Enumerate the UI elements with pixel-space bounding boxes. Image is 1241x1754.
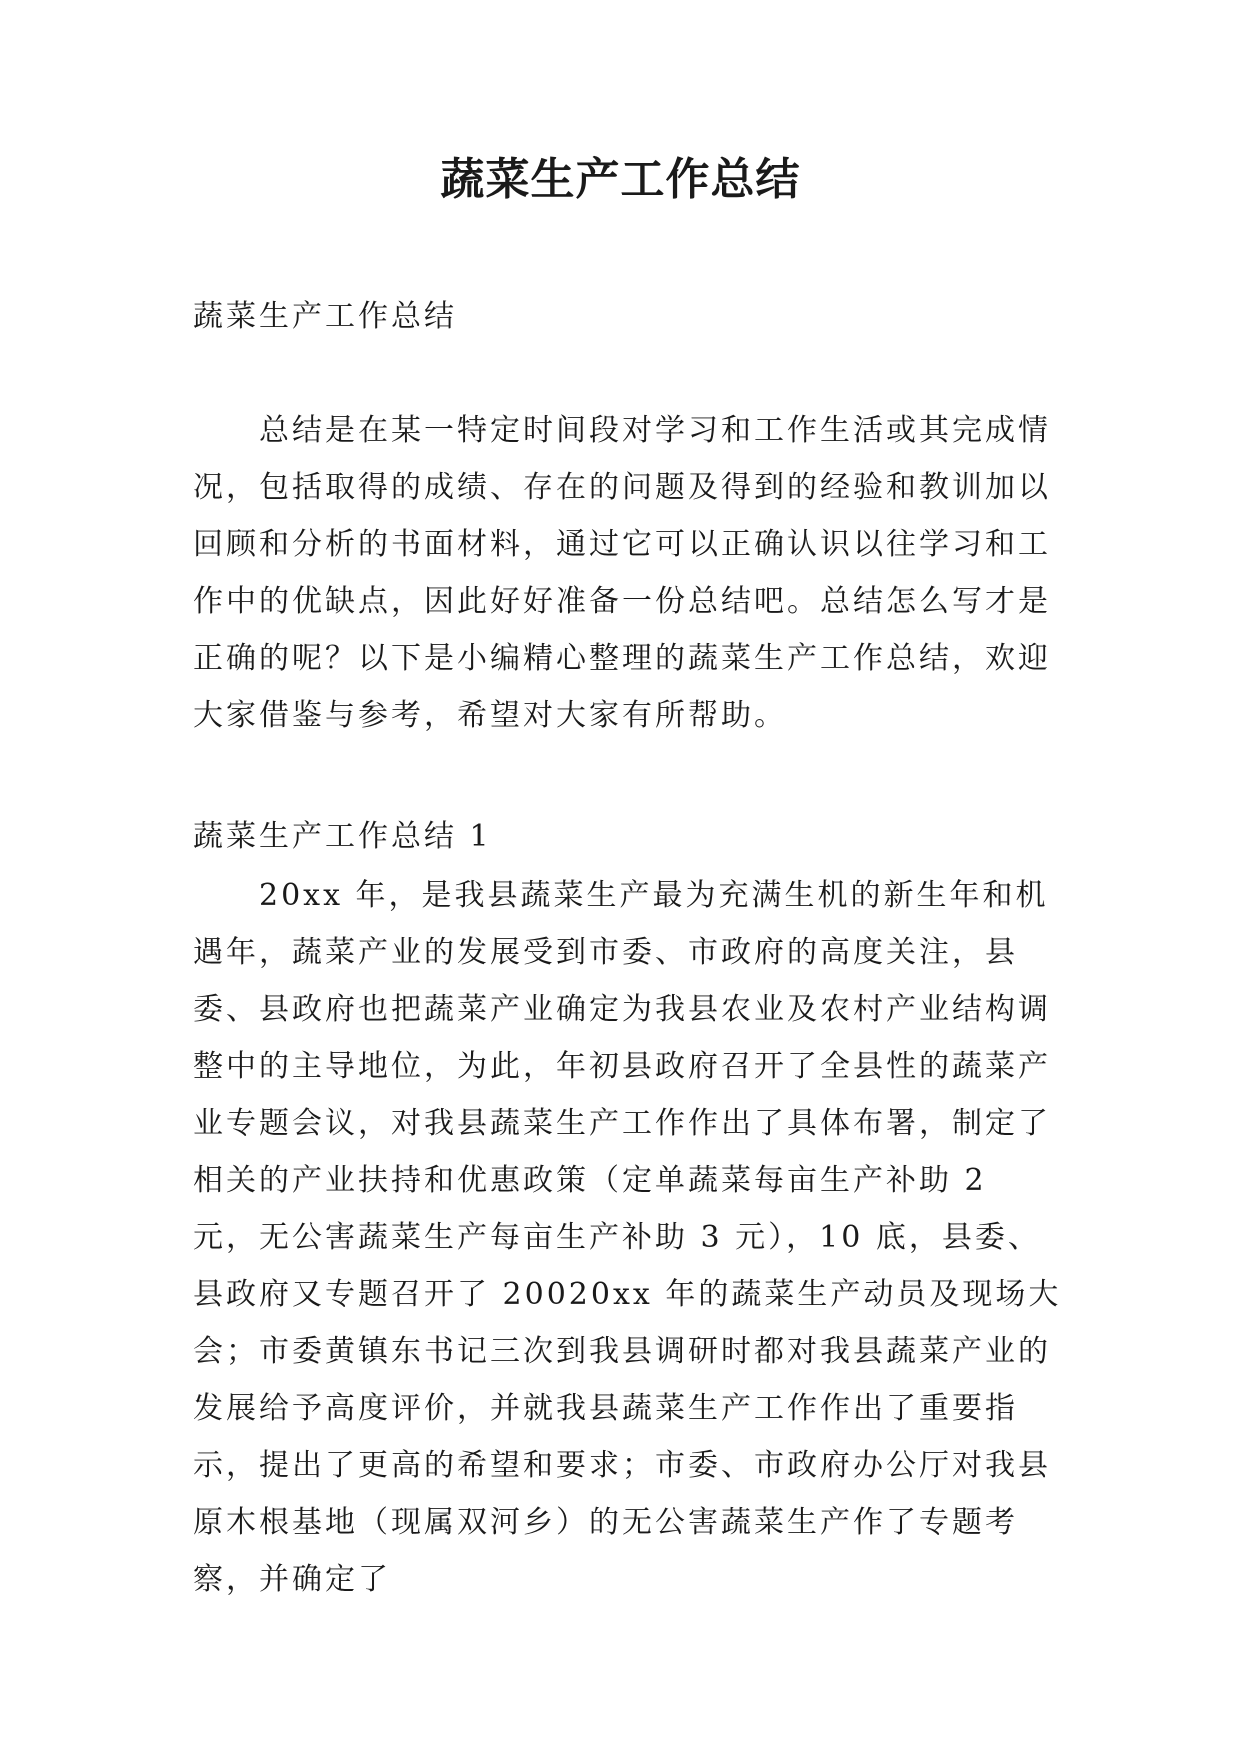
document-subtitle: 蔬菜生产工作总结 [193, 299, 457, 334]
document-title: 蔬菜生产工作总结 [440, 154, 801, 205]
intro-paragraph: 总结是在某一特定时间段对学习和工作生活或其完成情况，包括取得的成绩、存在的问题及得到的经验和教训加以回顾和分析的书面材料，通过它可以正确认识以往学习和工作中的优缺点，因此好好准备一份总结吧。总结怎么写才是正确的呢？以下是小编精心整理的蔬菜生产工作总结，欢迎大家借鉴与参考，希望对大家有所帮助。 [193, 413, 1051, 733]
section-heading: 蔬菜生产工作总结 1 [193, 819, 492, 854]
section-body-paragraph: 20xx 年，是我县蔬菜生产最为充满生机的新生年和机遇年，蔬菜产业的发展受到市委、市政府的高度关注，县委、县政府也把蔬菜产业确定为我县农业及农村产业结构调整中的主导地位，为此，年初县政府召开了全县性的蔬菜产业专题会议，对我县蔬菜生产工作作出了具体布署，制定了相关的产业扶持和优惠政策（定单蔬菜每亩生产补助 2 元，无公害蔬菜生产每亩生产补助 3 元），10 底，县委、县政府又专题召开了 20020xx 年的蔬菜生产动员及现场大会；市委黄镇东书记三次到我县调研时都对我县蔬菜产业的发展给予高度评价，并就我县蔬菜生产工作作出了重要指示，提出了更高的希望和要求；市委、市政府办公厅对我县原木根基地（现属双河乡）的无公害蔬菜生产作了专题考察，并确定了 [193, 878, 1062, 1597]
